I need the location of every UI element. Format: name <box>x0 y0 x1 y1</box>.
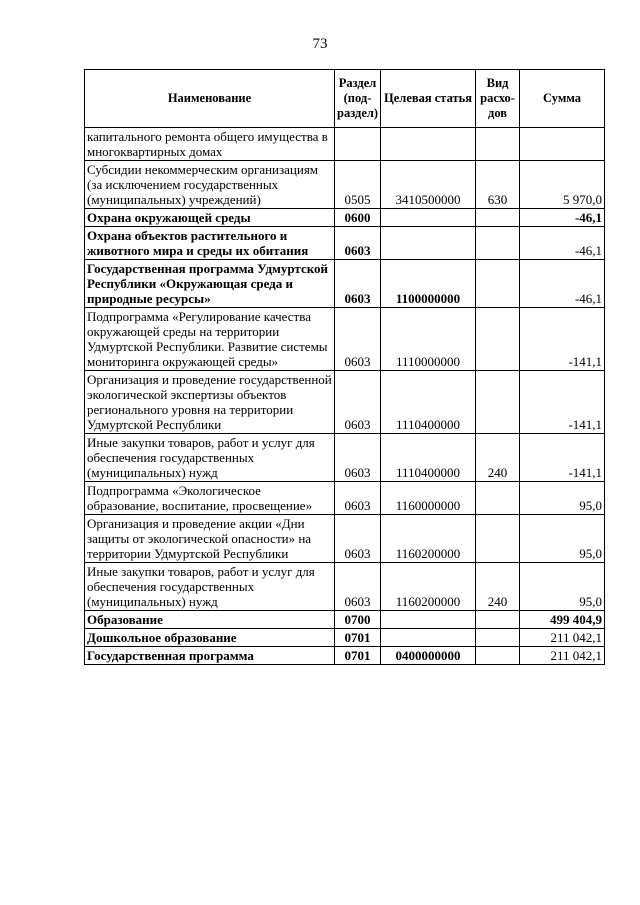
row-sum: -46,1 <box>520 260 605 308</box>
row-target <box>381 128 476 161</box>
row-target: 1160000000 <box>381 482 476 515</box>
row-section: 0603 <box>335 308 381 371</box>
row-target: 3410500000 <box>381 161 476 209</box>
row-section: 0505 <box>335 161 381 209</box>
row-sum: -141,1 <box>520 308 605 371</box>
header-name: Наименование <box>85 70 335 128</box>
row-section: 0603 <box>335 434 381 482</box>
row-section: 0603 <box>335 227 381 260</box>
row-section: 0603 <box>335 515 381 563</box>
row-sum: 95,0 <box>520 515 605 563</box>
table-row <box>85 629 605 647</box>
row-section: 0701 <box>335 629 381 647</box>
row-name: Иные закупки товаров, работ и услуг для обеспечения государственных (муниципальных) нужд <box>85 563 335 611</box>
page-number: 73 <box>312 36 328 52</box>
row-expense-type: 240 <box>476 563 520 611</box>
table-body <box>85 128 605 665</box>
row-name: Иные закупки товаров, работ и услуг для обеспечения государственных (муниципальных) нужд <box>85 434 335 482</box>
row-sum: 95,0 <box>520 563 605 611</box>
row-name: капитального ремонта общего имущества в многоквартирных домах <box>85 128 335 161</box>
header-target: Целевая статья <box>381 70 476 128</box>
row-name: Дошкольное образование <box>85 629 335 647</box>
row-target: 1110400000 <box>381 434 476 482</box>
row-sum: -46,1 <box>520 227 605 260</box>
table-row <box>85 209 605 227</box>
row-target: 1110000000 <box>381 308 476 371</box>
row-target <box>381 209 476 227</box>
row-section: 0603 <box>335 482 381 515</box>
header-section: Раздел (под-раздел) <box>335 70 381 128</box>
row-expense-type <box>476 209 520 227</box>
row-section: 0603 <box>335 563 381 611</box>
row-name: Государственная программа <box>85 647 335 665</box>
row-sum: -141,1 <box>520 434 605 482</box>
table-row <box>85 308 605 371</box>
table-row <box>85 647 605 665</box>
row-section: 0603 <box>335 371 381 434</box>
row-expense-type: 630 <box>476 161 520 209</box>
row-target <box>381 629 476 647</box>
row-target: 1110400000 <box>381 371 476 434</box>
row-target: 0400000000 <box>381 647 476 665</box>
row-name: Охрана объектов растительного и животного мира и среды их обитания <box>85 227 335 260</box>
row-sum: 5 970,0 <box>520 161 605 209</box>
row-target <box>381 611 476 629</box>
row-section: 0600 <box>335 209 381 227</box>
table-header <box>85 70 605 128</box>
table-row <box>85 371 605 434</box>
row-expense-type: 240 <box>476 434 520 482</box>
row-name: Охрана окружающей среды <box>85 209 335 227</box>
row-name: Организация и проведение акции «Дни защиты от экологической опасности» на территории Удмуртской Республики <box>85 515 335 563</box>
row-section: 0603 <box>335 260 381 308</box>
row-sum: 211 042,1 <box>520 629 605 647</box>
budget-table <box>84 69 605 665</box>
table-row <box>85 482 605 515</box>
table-row <box>85 611 605 629</box>
row-sum: -46,1 <box>520 209 605 227</box>
row-expense-type <box>476 611 520 629</box>
row-sum <box>520 128 605 161</box>
row-name: Организация и проведение государственной экологической экспертизы объектов регионального уровня на территории Удмуртской Республики <box>85 371 335 434</box>
row-expense-type <box>476 647 520 665</box>
row-sum: 499 404,9 <box>520 611 605 629</box>
table-row <box>85 260 605 308</box>
row-section: 0700 <box>335 611 381 629</box>
row-name: Подпрограмма «Экологическое образование, воспитание, просвещение» <box>85 482 335 515</box>
row-expense-type <box>476 371 520 434</box>
row-expense-type <box>476 515 520 563</box>
row-expense-type <box>476 629 520 647</box>
row-target <box>381 227 476 260</box>
row-expense-type <box>476 260 520 308</box>
table-row <box>85 434 605 482</box>
table-row <box>85 563 605 611</box>
table-row <box>85 227 605 260</box>
table-row <box>85 161 605 209</box>
row-sum: 211 042,1 <box>520 647 605 665</box>
row-name: Субсидии некоммерческим организациям (за исключением государственных (муниципальных) учреждений) <box>85 161 335 209</box>
row-sum: -141,1 <box>520 371 605 434</box>
row-name: Образование <box>85 611 335 629</box>
row-expense-type <box>476 308 520 371</box>
row-name: Подпрограмма «Регулирование качества окружающей среды на территории Удмуртской Республики. Развитие системы мониторинга окружающей среды» <box>85 308 335 371</box>
header-expense-type: Вид расхо-дов <box>476 70 520 128</box>
row-section: 0701 <box>335 647 381 665</box>
row-name: Государственная программа Удмуртской Республики «Окружающая среда и природные ресурсы» <box>85 260 335 308</box>
table-row <box>85 515 605 563</box>
row-target: 1160200000 <box>381 515 476 563</box>
row-expense-type <box>476 227 520 260</box>
row-target: 1100000000 <box>381 260 476 308</box>
row-target: 1160200000 <box>381 563 476 611</box>
header-sum: Сумма <box>520 70 605 128</box>
table-row <box>85 128 605 161</box>
row-sum: 95,0 <box>520 482 605 515</box>
row-section <box>335 128 381 161</box>
row-expense-type <box>476 482 520 515</box>
row-expense-type <box>476 128 520 161</box>
